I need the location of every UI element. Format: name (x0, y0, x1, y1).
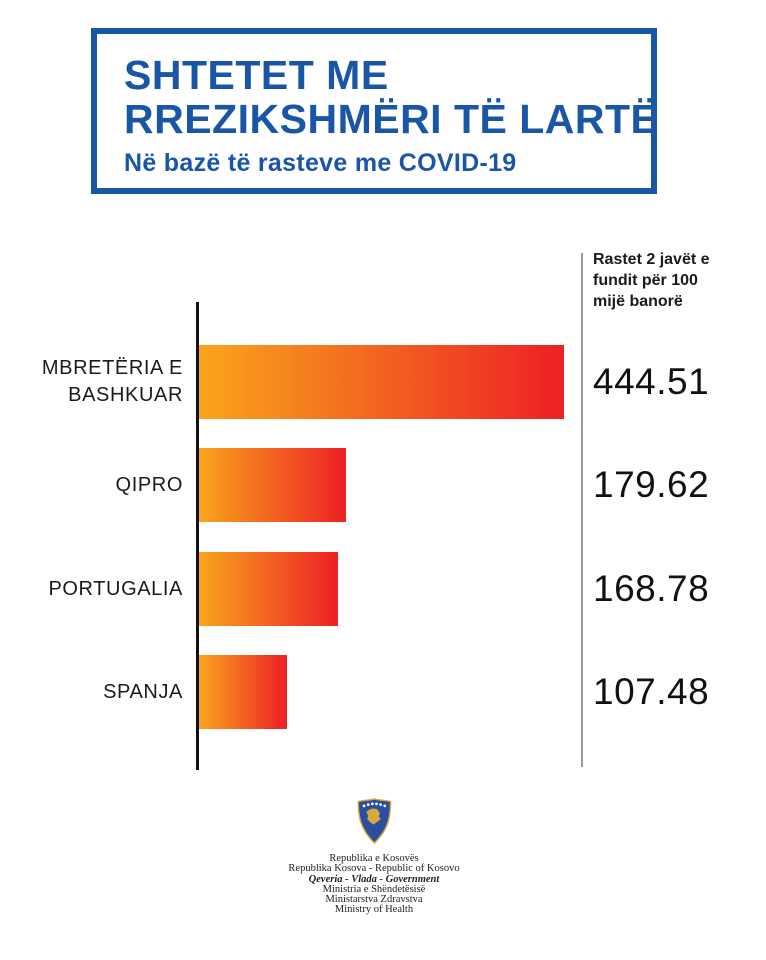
bar-row (0, 448, 766, 522)
bar-row (0, 655, 766, 729)
footer (288, 797, 459, 916)
bar-label: SPANJA (103, 680, 183, 703)
bar-label: QIPRO (115, 473, 183, 496)
bar (199, 655, 287, 729)
kosovo-coat-of-arms-icon (356, 797, 392, 845)
bar-label: PORTUGALIA (48, 577, 183, 600)
bar-value: 444.51 (593, 361, 710, 402)
bar-row (0, 552, 766, 626)
bar (199, 345, 564, 419)
footer-line: Ministry of Health (334, 904, 414, 916)
title-box (91, 28, 657, 194)
title-line-2: RREZIKSHMËRI TË LARTË (124, 95, 659, 142)
bar-row (0, 345, 766, 419)
bar-value: 179.62 (593, 464, 710, 505)
title-line-1: SHTETET ME (124, 52, 389, 98)
footer-line: Republika Kosova - Republic of Kosovo (288, 863, 460, 875)
footer-line: Qeveria - Vlada - Government (308, 873, 440, 885)
bar-label: MBRETËRIA E BASHKUAR (41, 357, 183, 406)
bar-value: 107.48 (593, 671, 710, 712)
footer-line: Republika e Kosovës (329, 853, 419, 864)
bar (199, 552, 338, 626)
footer-line: Ministarstva Zdravstva (325, 894, 423, 906)
value-column-note: Rastet 2 javët e fundit për 100 mijë banorë (593, 251, 710, 310)
footer-line: Ministria e Shëndetësisë (322, 883, 426, 895)
ministry-text-block (288, 854, 459, 916)
bar-value: 168.78 (593, 568, 710, 609)
bar (199, 448, 346, 522)
subtitle: Në bazë të rasteve me COVID-19 (124, 148, 517, 177)
